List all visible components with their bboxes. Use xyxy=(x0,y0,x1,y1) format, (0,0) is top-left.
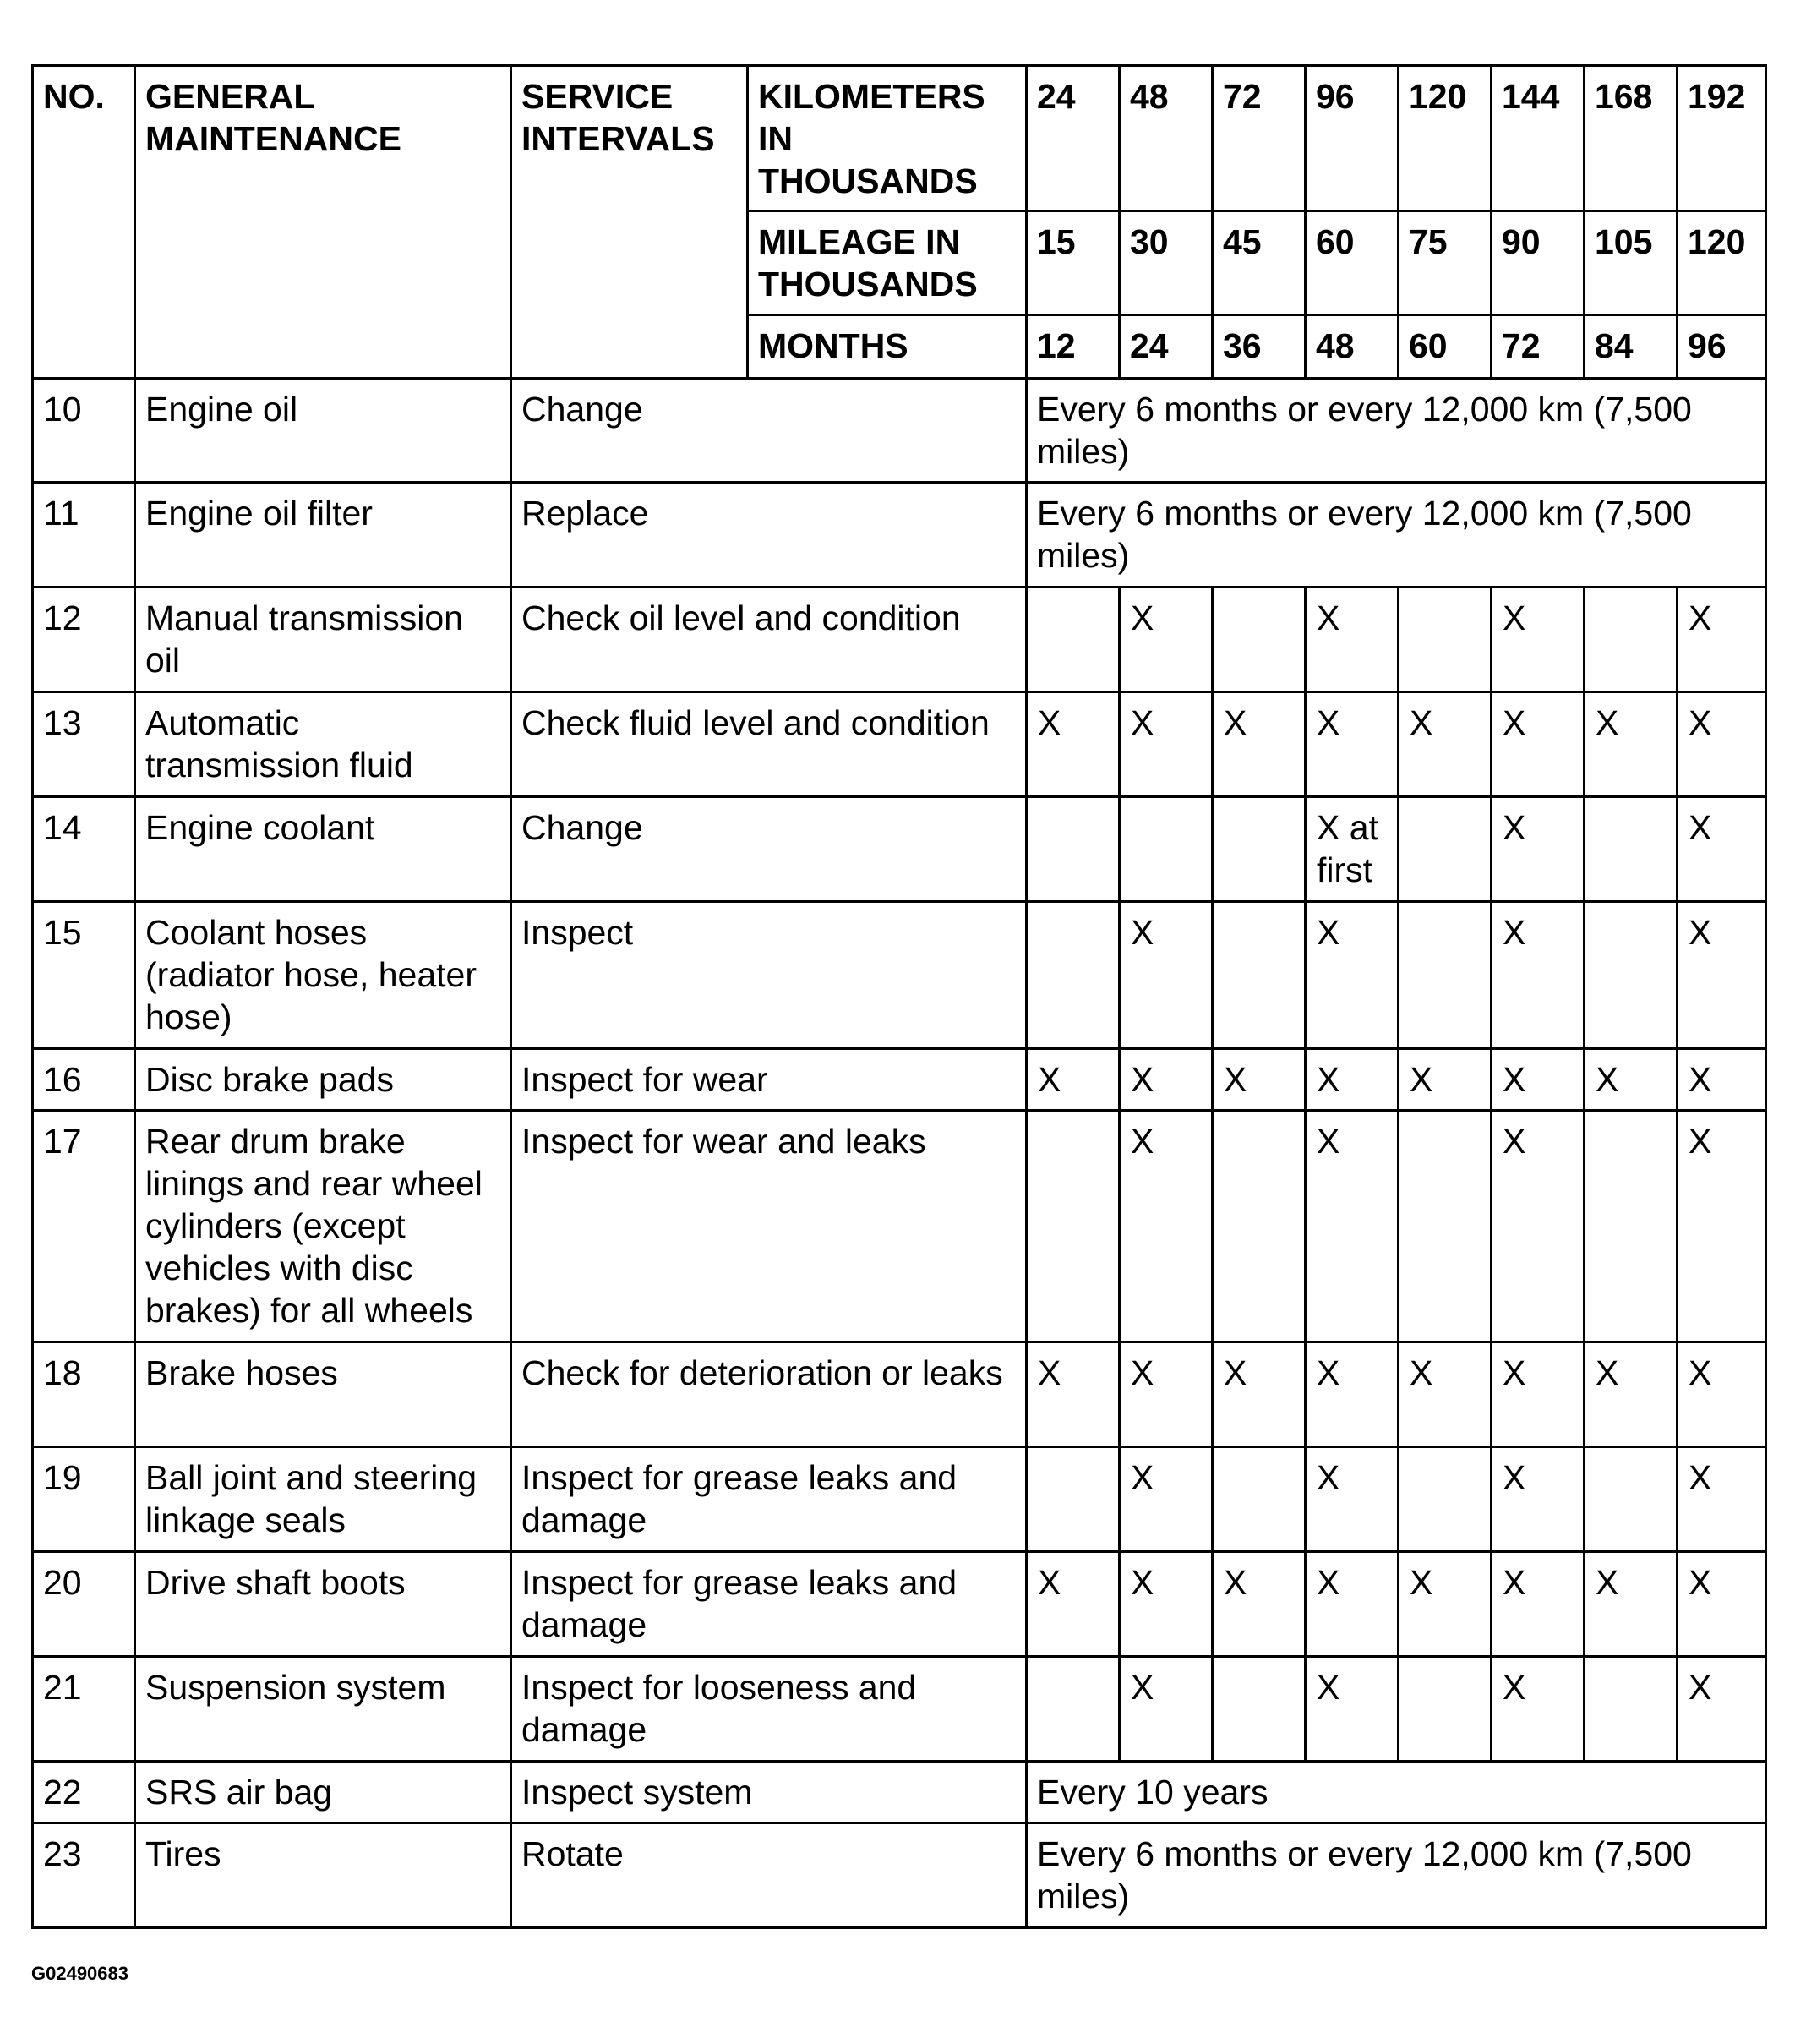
row-interval-mark: X xyxy=(1678,797,1766,902)
row-interval-mark: X xyxy=(1306,692,1399,797)
row-number: 20 xyxy=(33,1552,135,1657)
row-interval-mark: X xyxy=(1492,797,1585,902)
row-interval-mark: X xyxy=(1492,1552,1585,1657)
row-interval-mark: X xyxy=(1027,1342,1120,1447)
row-interval-mark xyxy=(1027,1657,1120,1762)
row-interval-mark: X xyxy=(1399,1049,1492,1111)
row-interval-mark: X xyxy=(1678,1111,1766,1342)
row-interval-mark: X xyxy=(1027,1552,1120,1657)
row-interval-mark xyxy=(1120,797,1213,902)
table-row xyxy=(33,1049,1766,1111)
row-interval-mark: X xyxy=(1306,1111,1399,1342)
table-row xyxy=(33,797,1766,902)
row-interval-mark: X xyxy=(1399,1552,1492,1657)
header-interval-value: 48 xyxy=(1306,315,1399,379)
row-action: Inspect system xyxy=(511,1762,1027,1823)
row-item: SRS air bag xyxy=(135,1762,511,1823)
row-interval-mark xyxy=(1027,797,1120,902)
row-interval-mark: X xyxy=(1306,1447,1399,1552)
row-action: Inspect xyxy=(511,902,1027,1049)
row-interval-mark: X xyxy=(1399,1342,1492,1447)
row-interval-mark xyxy=(1027,902,1120,1049)
row-interval-mark xyxy=(1399,1657,1492,1762)
header-interval-label: KILOMETERS IN THOUSANDS xyxy=(748,66,1027,211)
header-interval-value: 60 xyxy=(1306,211,1399,315)
table-row xyxy=(33,1111,1766,1342)
maintenance-schedule xyxy=(31,64,1765,1929)
row-interval-mark: X xyxy=(1678,1342,1766,1447)
row-interval-mark xyxy=(1585,902,1678,1049)
table-row xyxy=(33,1447,1766,1552)
table-row xyxy=(33,483,1766,588)
header-interval-value: 75 xyxy=(1399,211,1492,315)
row-interval-mark: X xyxy=(1678,1049,1766,1111)
header-interval-value: 15 xyxy=(1027,211,1120,315)
row-interval-mark: X xyxy=(1678,1447,1766,1552)
header-interval-value: 24 xyxy=(1120,315,1213,379)
row-interval-mark xyxy=(1213,797,1306,902)
row-number: 14 xyxy=(33,797,135,902)
row-item: Manual transmission oil xyxy=(135,588,511,692)
header-interval-value: 96 xyxy=(1306,66,1399,211)
row-interval-mark: X xyxy=(1492,1342,1585,1447)
row-item: Engine oil xyxy=(135,379,511,483)
row-interval-mark: X xyxy=(1213,1049,1306,1111)
row-action: Inspect for grease leaks and damage xyxy=(511,1552,1027,1657)
row-number: 13 xyxy=(33,692,135,797)
row-interval-mark: X xyxy=(1306,902,1399,1049)
row-action: Check fluid level and condition xyxy=(511,692,1027,797)
row-interval-mark xyxy=(1213,902,1306,1049)
row-interval-mark: X xyxy=(1492,1049,1585,1111)
row-interval-mark xyxy=(1027,588,1120,692)
row-interval-mark xyxy=(1399,797,1492,902)
row-item: Brake hoses xyxy=(135,1342,511,1447)
row-number: 12 xyxy=(33,588,135,692)
row-interval-mark xyxy=(1213,588,1306,692)
header-interval-value: 105 xyxy=(1585,211,1678,315)
table-row xyxy=(33,588,1766,692)
header-no: NO. xyxy=(33,66,135,379)
row-interval-mark xyxy=(1585,588,1678,692)
row-number: 21 xyxy=(33,1657,135,1762)
row-interval-mark: X xyxy=(1120,1657,1213,1762)
row-action: Check oil level and condition xyxy=(511,588,1027,692)
table-row xyxy=(33,1657,1766,1762)
row-interval-mark: X xyxy=(1213,1552,1306,1657)
row-interval-mark xyxy=(1213,1111,1306,1342)
row-interval-mark: X xyxy=(1306,588,1399,692)
row-interval-mark: X xyxy=(1120,902,1213,1049)
row-action: Inspect for wear xyxy=(511,1049,1027,1111)
row-interval-mark: X xyxy=(1120,1552,1213,1657)
row-item: Suspension system xyxy=(135,1657,511,1762)
header-interval-value: 96 xyxy=(1678,315,1766,379)
row-interval-mark: X xyxy=(1492,902,1585,1049)
row-interval-mark xyxy=(1585,1657,1678,1762)
header-interval-value: 192 xyxy=(1678,66,1766,211)
row-interval-mark xyxy=(1213,1447,1306,1552)
row-number: 18 xyxy=(33,1342,135,1447)
row-interval-mark: X xyxy=(1027,1049,1120,1111)
row-number: 22 xyxy=(33,1762,135,1823)
row-number: 10 xyxy=(33,379,135,483)
row-number: 17 xyxy=(33,1111,135,1342)
row-interval-note: Every 6 months or every 12,000 km (7,500 miles) xyxy=(1027,379,1766,483)
table-row xyxy=(33,1762,1766,1823)
row-item: Ball joint and steering linkage seals xyxy=(135,1447,511,1552)
row-interval-mark: X xyxy=(1306,1049,1399,1111)
row-number: 15 xyxy=(33,902,135,1049)
header-interval-value: 48 xyxy=(1120,66,1213,211)
row-item: Engine coolant xyxy=(135,797,511,902)
header-interval-value: 120 xyxy=(1678,211,1766,315)
row-action: Replace xyxy=(511,483,1027,588)
row-interval-mark: X xyxy=(1678,588,1766,692)
row-interval-mark: X xyxy=(1399,692,1492,797)
row-interval-mark: X xyxy=(1585,1049,1678,1111)
row-interval-mark: X xyxy=(1492,588,1585,692)
row-action: Inspect for grease leaks and damage xyxy=(511,1447,1027,1552)
row-interval-mark: X xyxy=(1492,1657,1585,1762)
row-interval-mark xyxy=(1585,1447,1678,1552)
row-interval-mark: X xyxy=(1678,902,1766,1049)
row-interval-mark: X at first xyxy=(1306,797,1399,902)
maintenance-table xyxy=(31,64,1767,1929)
row-interval-mark: X xyxy=(1585,692,1678,797)
row-interval-mark: X xyxy=(1213,1342,1306,1447)
row-item: Tires xyxy=(135,1823,511,1928)
header-interval-value: 60 xyxy=(1399,315,1492,379)
table-row xyxy=(33,1823,1766,1928)
header-interval-value: 144 xyxy=(1492,66,1585,211)
table-row xyxy=(33,692,1766,797)
row-action: Rotate xyxy=(511,1823,1027,1928)
row-item: Drive shaft boots xyxy=(135,1552,511,1657)
header-interval-label: MONTHS xyxy=(748,315,1027,379)
header-interval-value: 84 xyxy=(1585,315,1678,379)
row-interval-mark: X xyxy=(1306,1657,1399,1762)
row-interval-mark: X xyxy=(1492,1447,1585,1552)
row-interval-mark: X xyxy=(1120,588,1213,692)
row-action: Inspect for looseness and damage xyxy=(511,1657,1027,1762)
row-item: Disc brake pads xyxy=(135,1049,511,1111)
row-interval-mark: X xyxy=(1120,1049,1213,1111)
row-action: Check for deterioration or leaks xyxy=(511,1342,1027,1447)
table-row xyxy=(33,379,1766,483)
row-interval-mark: X xyxy=(1120,1111,1213,1342)
row-interval-mark xyxy=(1399,902,1492,1049)
header-interval-value: 120 xyxy=(1399,66,1492,211)
header-interval-value: 45 xyxy=(1213,211,1306,315)
table-row xyxy=(33,1552,1766,1657)
row-number: 23 xyxy=(33,1823,135,1928)
row-interval-mark: X xyxy=(1585,1342,1678,1447)
row-item: Automatic transmission fluid xyxy=(135,692,511,797)
row-interval-mark: X xyxy=(1678,1552,1766,1657)
row-interval-mark: X xyxy=(1120,1447,1213,1552)
row-interval-mark: X xyxy=(1585,1552,1678,1657)
row-item: Coolant hoses (radiator hose, heater hose) xyxy=(135,902,511,1049)
row-interval-note: Every 6 months or every 12,000 km (7,500 miles) xyxy=(1027,1823,1766,1928)
header-interval-value: 24 xyxy=(1027,66,1120,211)
row-number: 11 xyxy=(33,483,135,588)
row-interval-mark: X xyxy=(1306,1552,1399,1657)
row-interval-mark xyxy=(1585,797,1678,902)
row-number: 16 xyxy=(33,1049,135,1111)
row-interval-mark: X xyxy=(1492,692,1585,797)
table-row xyxy=(33,1342,1766,1447)
row-interval-mark xyxy=(1213,1657,1306,1762)
header-interval-value: 72 xyxy=(1213,66,1306,211)
row-interval-mark: X xyxy=(1120,1342,1213,1447)
header-interval-value: 72 xyxy=(1492,315,1585,379)
row-interval-mark: X xyxy=(1492,1111,1585,1342)
row-interval-mark: X xyxy=(1120,692,1213,797)
header-general-maintenance: GENERAL MAINTENANCE xyxy=(135,66,511,379)
row-interval-mark: X xyxy=(1678,692,1766,797)
row-action: Change xyxy=(511,379,1027,483)
row-interval-mark xyxy=(1399,588,1492,692)
row-interval-note: Every 6 months or every 12,000 km (7,500 miles) xyxy=(1027,483,1766,588)
header-interval-value: 30 xyxy=(1120,211,1213,315)
figure-id: G02490683 xyxy=(31,1963,128,1984)
row-interval-mark xyxy=(1399,1447,1492,1552)
row-interval-mark: X xyxy=(1027,692,1120,797)
row-number: 19 xyxy=(33,1447,135,1552)
row-item: Engine oil filter xyxy=(135,483,511,588)
row-interval-mark xyxy=(1585,1111,1678,1342)
row-interval-mark xyxy=(1399,1111,1492,1342)
row-action: Change xyxy=(511,797,1027,902)
row-interval-mark xyxy=(1027,1111,1120,1342)
row-interval-mark: X xyxy=(1678,1657,1766,1762)
row-interval-note: Every 10 years xyxy=(1027,1762,1766,1823)
row-item: Rear drum brake linings and rear wheel cylinders (except vehicles with disc brakes) for all wheels xyxy=(135,1111,511,1342)
table-row xyxy=(33,902,1766,1049)
header-row xyxy=(33,66,1766,211)
header-interval-value: 36 xyxy=(1213,315,1306,379)
header-interval-value: 90 xyxy=(1492,211,1585,315)
row-interval-mark xyxy=(1027,1447,1120,1552)
row-interval-mark: X xyxy=(1213,692,1306,797)
row-action: Inspect for wear and leaks xyxy=(511,1111,1027,1342)
header-service-intervals: SERVICE INTERVALS xyxy=(511,66,748,379)
header-interval-value: 12 xyxy=(1027,315,1120,379)
header-interval-value: 168 xyxy=(1585,66,1678,211)
row-interval-mark: X xyxy=(1306,1342,1399,1447)
header-interval-label: MILEAGE IN THOUSANDS xyxy=(748,211,1027,315)
